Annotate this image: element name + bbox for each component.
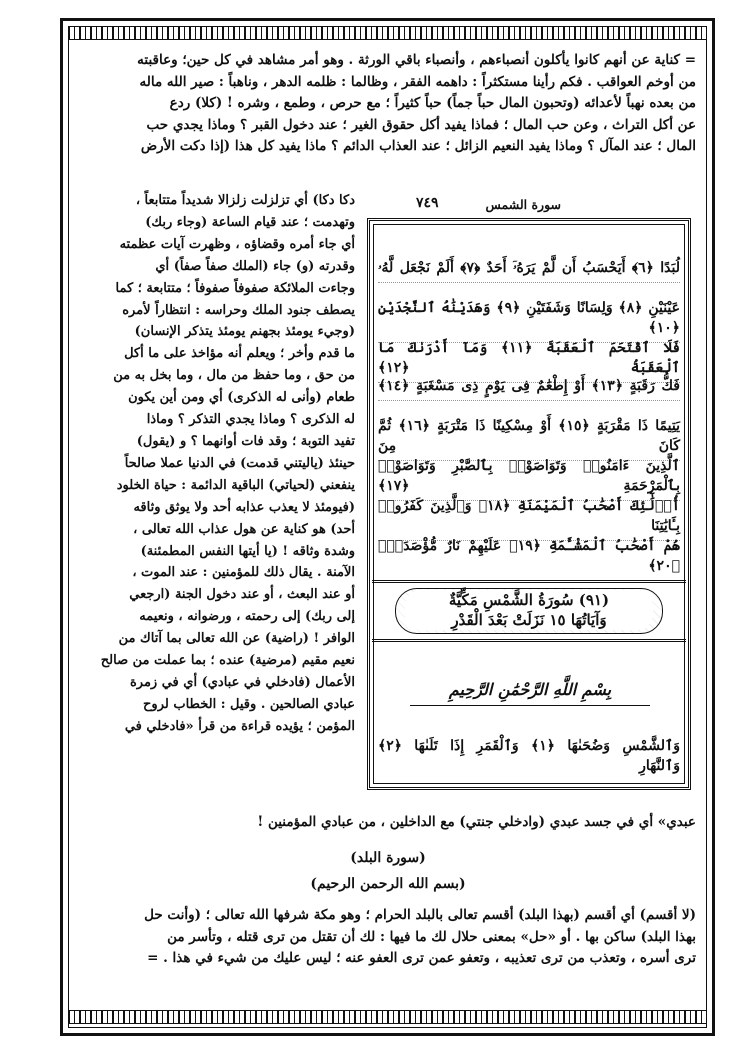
commentary-line: من أوخم العواقب . فكم رأينا مستكثراً : داهمه الفقر ، وظالما : ظلمه الدهر ، وناهباً : صير الله ماله [139,73,696,90]
panel-header [366,197,691,217]
commentary-line: أو عند البعث ، أو عند دخول الجنة (ارجعي [129,587,355,603]
verse-line: فَكُّ رَقَبَةٍ ﴿١٣﴾ أَوْ إِطْعَٰمٌ فِى يَوْمٍ ذِى مَسْغَبَةٍ ﴿١٤﴾ [378,376,680,401]
commentary-line: (وجيء يومئذ بجهنم يومئذ يتذكر الإنسان) [134,324,355,340]
commentary-line: طعام (وأنى له الذكرى) أي ومن أين يكون [128,390,355,406]
commentary-line: = كناية عن أنهم كانوا يأكلون أنصباءهم ، وأنصباء باقي الورثة . وهو أمر مشاهد في كل حين؛ وعاقبته [137,52,696,68]
commentary-line: عبادي الصالحين . وقيل : الخطاب لروح [143,696,355,712]
commentary-line: يصطف جنود الملك وحراسه : انتظاراً لأمره [122,302,355,318]
commentary-line: الوافر ! (راضية) عن الله تعالى بما آتاك من [118,631,355,647]
commentary-line: من بعده نهباً لأعدائه (وتحبون المال حباً جماً) حباً كثيراً ؛ مع حرص ، وطمع ، وشره ! (كلا) ردع [169,95,696,111]
commentary-line: من حق ، وما حفظ من مال ، وما بخل به من [113,368,355,384]
verse-line: أُو۟لَٰٓئِكَ أَصْحَٰبُ ٱلْمَيْمَنَةِ ﴿١٨﴾ وَٱلَّذِينَ كَفَرُوا۟ بِـَٔايَٰتِنَا [378,496,680,541]
commentary-line: إلى ربك) إلى رحمته ، ورضوانه ، ونعيمه [139,609,355,625]
commentary-line: أحد) هو كناية عن هول عذاب الله تعالى ، [133,521,355,537]
commentary-line: نعيم مقيم (مرضية) عنده ؛ بما عملت من صالح [100,653,355,669]
commentary-line: دكا دكا) أي تزلزلت زلزالا شديداً متتابعاً ، [135,193,355,208]
sura-header-text [405,590,653,630]
commentary-bottom: عبدي» أي في جسد عبدي (وادخلي جنتي) مع الداخلين ، من عبادي المؤمنين ! [257,814,696,830]
verse-line: ٱلَّذِينَ ءَامَنُوا۟ وَتَوَاصَوْا۟ بِٱلصَّبْرِ وَتَوَاصَوْا۟ بِٱلْمَرْحَمَةِ ﴿١٧﴾ [378,456,680,501]
next-sura-title: (سورة البلد) [350,850,426,866]
commentary-side-column [80,190,355,738]
commentary-line: عن أكل التراث ، وعن حب المال ؛ فماذا يفيد أكل حقوق الغير ؛ عند دخول القبر ؟ وماذا يجدي حب [146,116,696,133]
commentary-line: وجاءت الملائكة صفوفاً صفوفاً ؛ متتابعة ؛ كما [115,280,355,296]
page-number: ٧٤٩ [416,195,439,211]
commentary-final [80,905,696,970]
commentary-line: المال ؛ عند المآل ؟ وماذا يفيد النعيم الزائل ؛ عند العذاب الدائم ؟ ماذا يفيد كل هذا (إذا دكت الأرض [140,138,696,154]
verse-line: يَتِيمًا ذَا مَقْرَبَةٍ ﴿١٥﴾ أَوْ مِسْكِينًا ذَا مَتْرَبَةٍ ﴿١٦﴾ ثُمَّ كَانَ مِنَ [378,416,680,461]
basmala: بِسْمِ اللَّهِ الرَّحْمَٰنِ الرَّحِيمِ [448,680,612,699]
opening-verse: وَٱلشَّمْسِ وَضُحَىٰهَا ﴿١﴾ وَٱلْقَمَرِ إِذَا تَلَىٰهَا ﴿٢﴾ وَٱلنَّهَارِ [378,738,680,774]
top-ornament-band [68,26,707,40]
commentary-line: ترى أسره ، وتعذب من ترى تعذيبه ، وتعفو عمن ترى العفو عنه ؛ ليس عليك من شيء في هذا . = [147,950,696,966]
verse-line: هُمْ أَصْحَٰبُ ٱلْمَشْـَٔمَةِ ﴿١٩﴾ عَلَيْهِمْ نَارٌ مُّؤْصَدَةٌۢ ﴿٢٠﴾ [378,536,680,581]
commentary-line: حينئذ (ياليتني قدمت) في الدنيا عملا صالحاً [124,455,355,471]
next-sura-basmala: (بسم الله الرحمن الرحيم) [310,876,466,892]
sura-header-line: (٩١) سُورَةُ الشَّمْسِ مَكِّيَّةٌ [448,591,610,609]
commentary-line: تفيد التوبة ؛ وقد فات أوانهما ؟ و (يقول) [136,433,355,449]
commentary-top [80,50,696,158]
verse-line: فَلَا ٱقْتَحَمَ ٱلْعَقَبَةَ ﴿١١﴾ وَمَآ أَدْرَىٰكَ مَا ٱلْعَقَبَةُ ﴿١٢﴾ [378,338,680,383]
commentary-line: (لا أقسم) أي أقسم (بهذا البلد) أقسم تعالى بالبلد الحرام ؛ وهو مكة شرفها الله تعالى ؛ (وأنت حل [144,907,696,923]
commentary-line: الأعمال (فادخلي في عبادي) أي في زمرة [129,674,355,690]
commentary-line: الآمنة . يقال ذلك للمؤمنين : عند الموت ، [132,565,355,581]
sura-header-line: وَآيَاتُهَا ١٥ نَزَلَتْ بَعْدَ الْقَدْرِ [451,611,607,629]
commentary-line: وتهدمت ؛ عند قيام الساعة (وجاء ربك) [145,214,355,230]
commentary-line: بهذا البلد) ساكن بها . أو «حل» بمعنى حلال لك ما فيها : لك أن تقتل من ترى قتله ، وتأسر من [167,928,696,945]
commentary-line: له الذكرى ؟ وماذا يجدي التذكر ؟ وماذا [146,412,355,428]
running-head: سورة الشمس [485,197,561,212]
bottom-ornament-band [68,1010,707,1024]
commentary-line: أي جاء أمره وقضاؤه ، وظهرت آيات عظمته [119,236,355,252]
verse-line: لُبَدًا ﴿٦﴾ أَيَحْسَبُ أَن لَّمْ يَرَهُۥٓ أَحَدٌ ﴿٧﴾ أَلَمْ نَجْعَل لَّهُۥ [378,258,680,283]
commentary-line: المؤمن ؛ يؤيده قراءة من قرأ «فادخلي في [124,718,355,734]
commentary-line: وقدرته (و) جاء (الملك صفاً صفاً) أي [155,258,355,274]
commentary-line: (فيومئذ لا يعذب عذابه أحد ولا يوثق وثاقه [133,499,355,515]
commentary-line: ما قدم وأخر ؛ ويعلم أنه مؤاخذ على ما أكل [124,346,355,362]
commentary-line: ينفعني (لحياتي) الباقية الدائمة : حياة الخلود [116,477,355,493]
basmala-rule [410,705,650,706]
commentary-line: وشدة وثاقه ! (يا أيتها النفس المطمئنة) [140,543,355,559]
verse-line: عَيْنَيْنِ ﴿٨﴾ وَلِسَانًا وَشَفَتَيْنِ ﴿٩﴾ وَهَدَيْنَٰهُ ٱلنَّجْدَيْنِ ﴿١٠﴾ [378,298,680,343]
